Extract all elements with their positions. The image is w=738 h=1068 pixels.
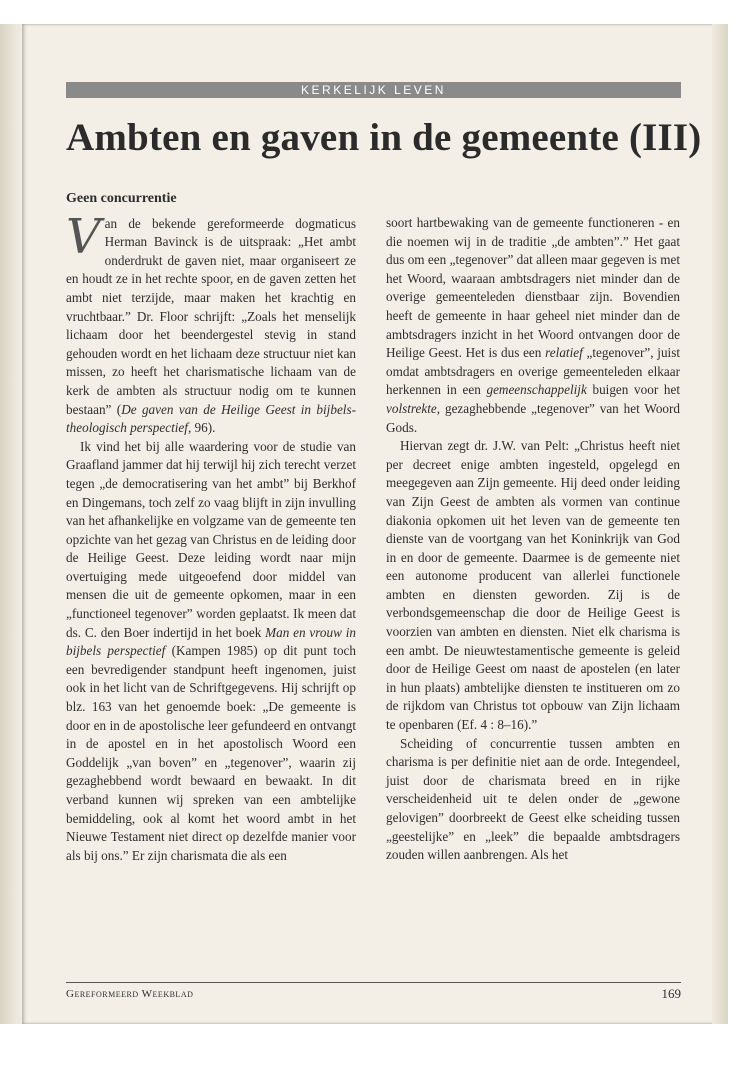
publication-name: Gereformeerd Weekblad	[66, 988, 194, 1000]
footer-rule	[66, 982, 681, 983]
section-header-bar: KERKELIJK LEVEN	[66, 82, 681, 98]
paragraph: Scheiding of concurrentie tussen ambten en charisma is per definitie niet aan de orde. Integendeel, juist door de charismata breed en in rijke verscheidenheid uit te delen onder de „gewone gelovigen” doorbreekt de Geest elke scheiding tussen „geestelijke” en „leek” die bepaalde ambtsdragers zouden willen aanbrengen. Als het	[386, 735, 680, 863]
text-column-right	[386, 214, 680, 865]
paragraph: soort hartbewaking van de gemeente functioneren - en die noemen wij in de traditie „de ambten”.” Het gaat dus om een „tegenover” dat alleen maar gegeven is met het Woord, waaraan ambtsdragers niet minder dan de overige gemeenteleden dienstbaar zijn. Bovendien heeft de gemeente in haar geheel niet minder dan de ambtsdragers inzicht in het Woord ontvangen door de Heilige Geest. Het is dus een relatief „tegenover”, juist omdat ambtsdragers en overige gemeenteleden elkaar herkennen in een gemeenschappelijk buigen voor het volstrekte, gezaghebbende „tegenover” van het Woord Gods.	[386, 215, 680, 435]
text-column-left	[66, 190, 356, 865]
paragraph: Ik vind het bij alle waardering voor de studie van Graafland jammer dat hij terwijl hij zich terecht verzet tegen „de democratisering van het ambt” bij Berkhof en Dingemans, toch zelf zo vaag blijft in zijn invulling van het afhankelijke en volgzame van de gemeente ten opzichte van het gezag van Christus en de leiding door de Heilige Geest. Deze leiding wordt naar mijn overtuiging mede uitgeoefend door middel van mensen die uit de gemeente opkomen, maar in een „functioneel tegenover” worden geplaatst. Ik meen dat ds. C. den Boer indertijd in het boek Man en vrouw in bijbels perspectief (Kampen 1985) op dit punt toch een bevredigender standpunt heeft ingenomen, juist ook in het licht van de Schriftgegevens. Hij schrijft op blz. 163 van het genoemde boek: „De gemeente is door en in de apostolische leer gefundeerd en ontvangt in de apostel en in het apostolisch Woord een Goddelijk „van boven” en „tegenover”, waarin zij gezaghebbend wordt bewaard en bewaakt. In dit verband kunnen wij spreken van een ambtelijke bemiddeling, ook al komt het woord ambt in het Nieuwe Testament niet direct op dezelfde manier voor als bij ons.” Er zijn charismata die als een	[66, 438, 356, 863]
drop-cap: V	[66, 208, 101, 265]
subheading: Geen concurrentie	[66, 191, 177, 206]
paragraph: Hiervan zegt dr. J.W. van Pelt: „Christus heeft niet per decreet enige ambten ingesteld, opgelegd en meegegeven aan Zijn gemeente. Hij deed onder leiding van Zijn Geest de ambten als vormen van continue diakonia opkomen uit het leven van de gemeente ten dienste van de voortgang van het Koninkrijk van God in en door de gemeente. Daarmee is de gemeente niet een autonome producent van allerlei functionele ambten en diensten geworden. Zij is de verbondsgemeenschap die door de Heilige Geest is voorzien van ambten en diensten. Niet elk charisma is een ambt. De nieuwtestamentische gemeente is geleid door de Heilige Geest om naast de apostelen (en later in hun plaats) ambtelijke diensten te instituеren om zo de rijkdom van Christus tot opbouw van Zijn lichaam te openbaren (Ef. 4 : 8–16).”	[386, 438, 680, 733]
article-title: Ambten en gaven in de gemeente (III)	[66, 116, 702, 159]
paragraph: Van de bekende gereformeerde dogmaticus Herman Bavinck is de uitspraak: „Het ambt onderdrukt de gaven niet, maar organiseert ze en houdt ze in het rechte spoor, en de gaven zetten het ambt niet terzijde, maar maken het krachtig en vruchtbaar.” Dr. Floor schrijft: „Zoals het menselijk lichaam door het beendergestel stevig in stand gehouden wordt en het lichaam deze structuur niet kan missen, zo heeft het charismatische lichaam van de kerk de ambten als structuur nodig om te kunnen bestaan” (De gaven van de Heilige Geest in bijbels-theologisch perspectief, 96).	[66, 208, 356, 436]
page-number: 169	[661, 986, 681, 1001]
page-edge	[712, 24, 728, 1024]
